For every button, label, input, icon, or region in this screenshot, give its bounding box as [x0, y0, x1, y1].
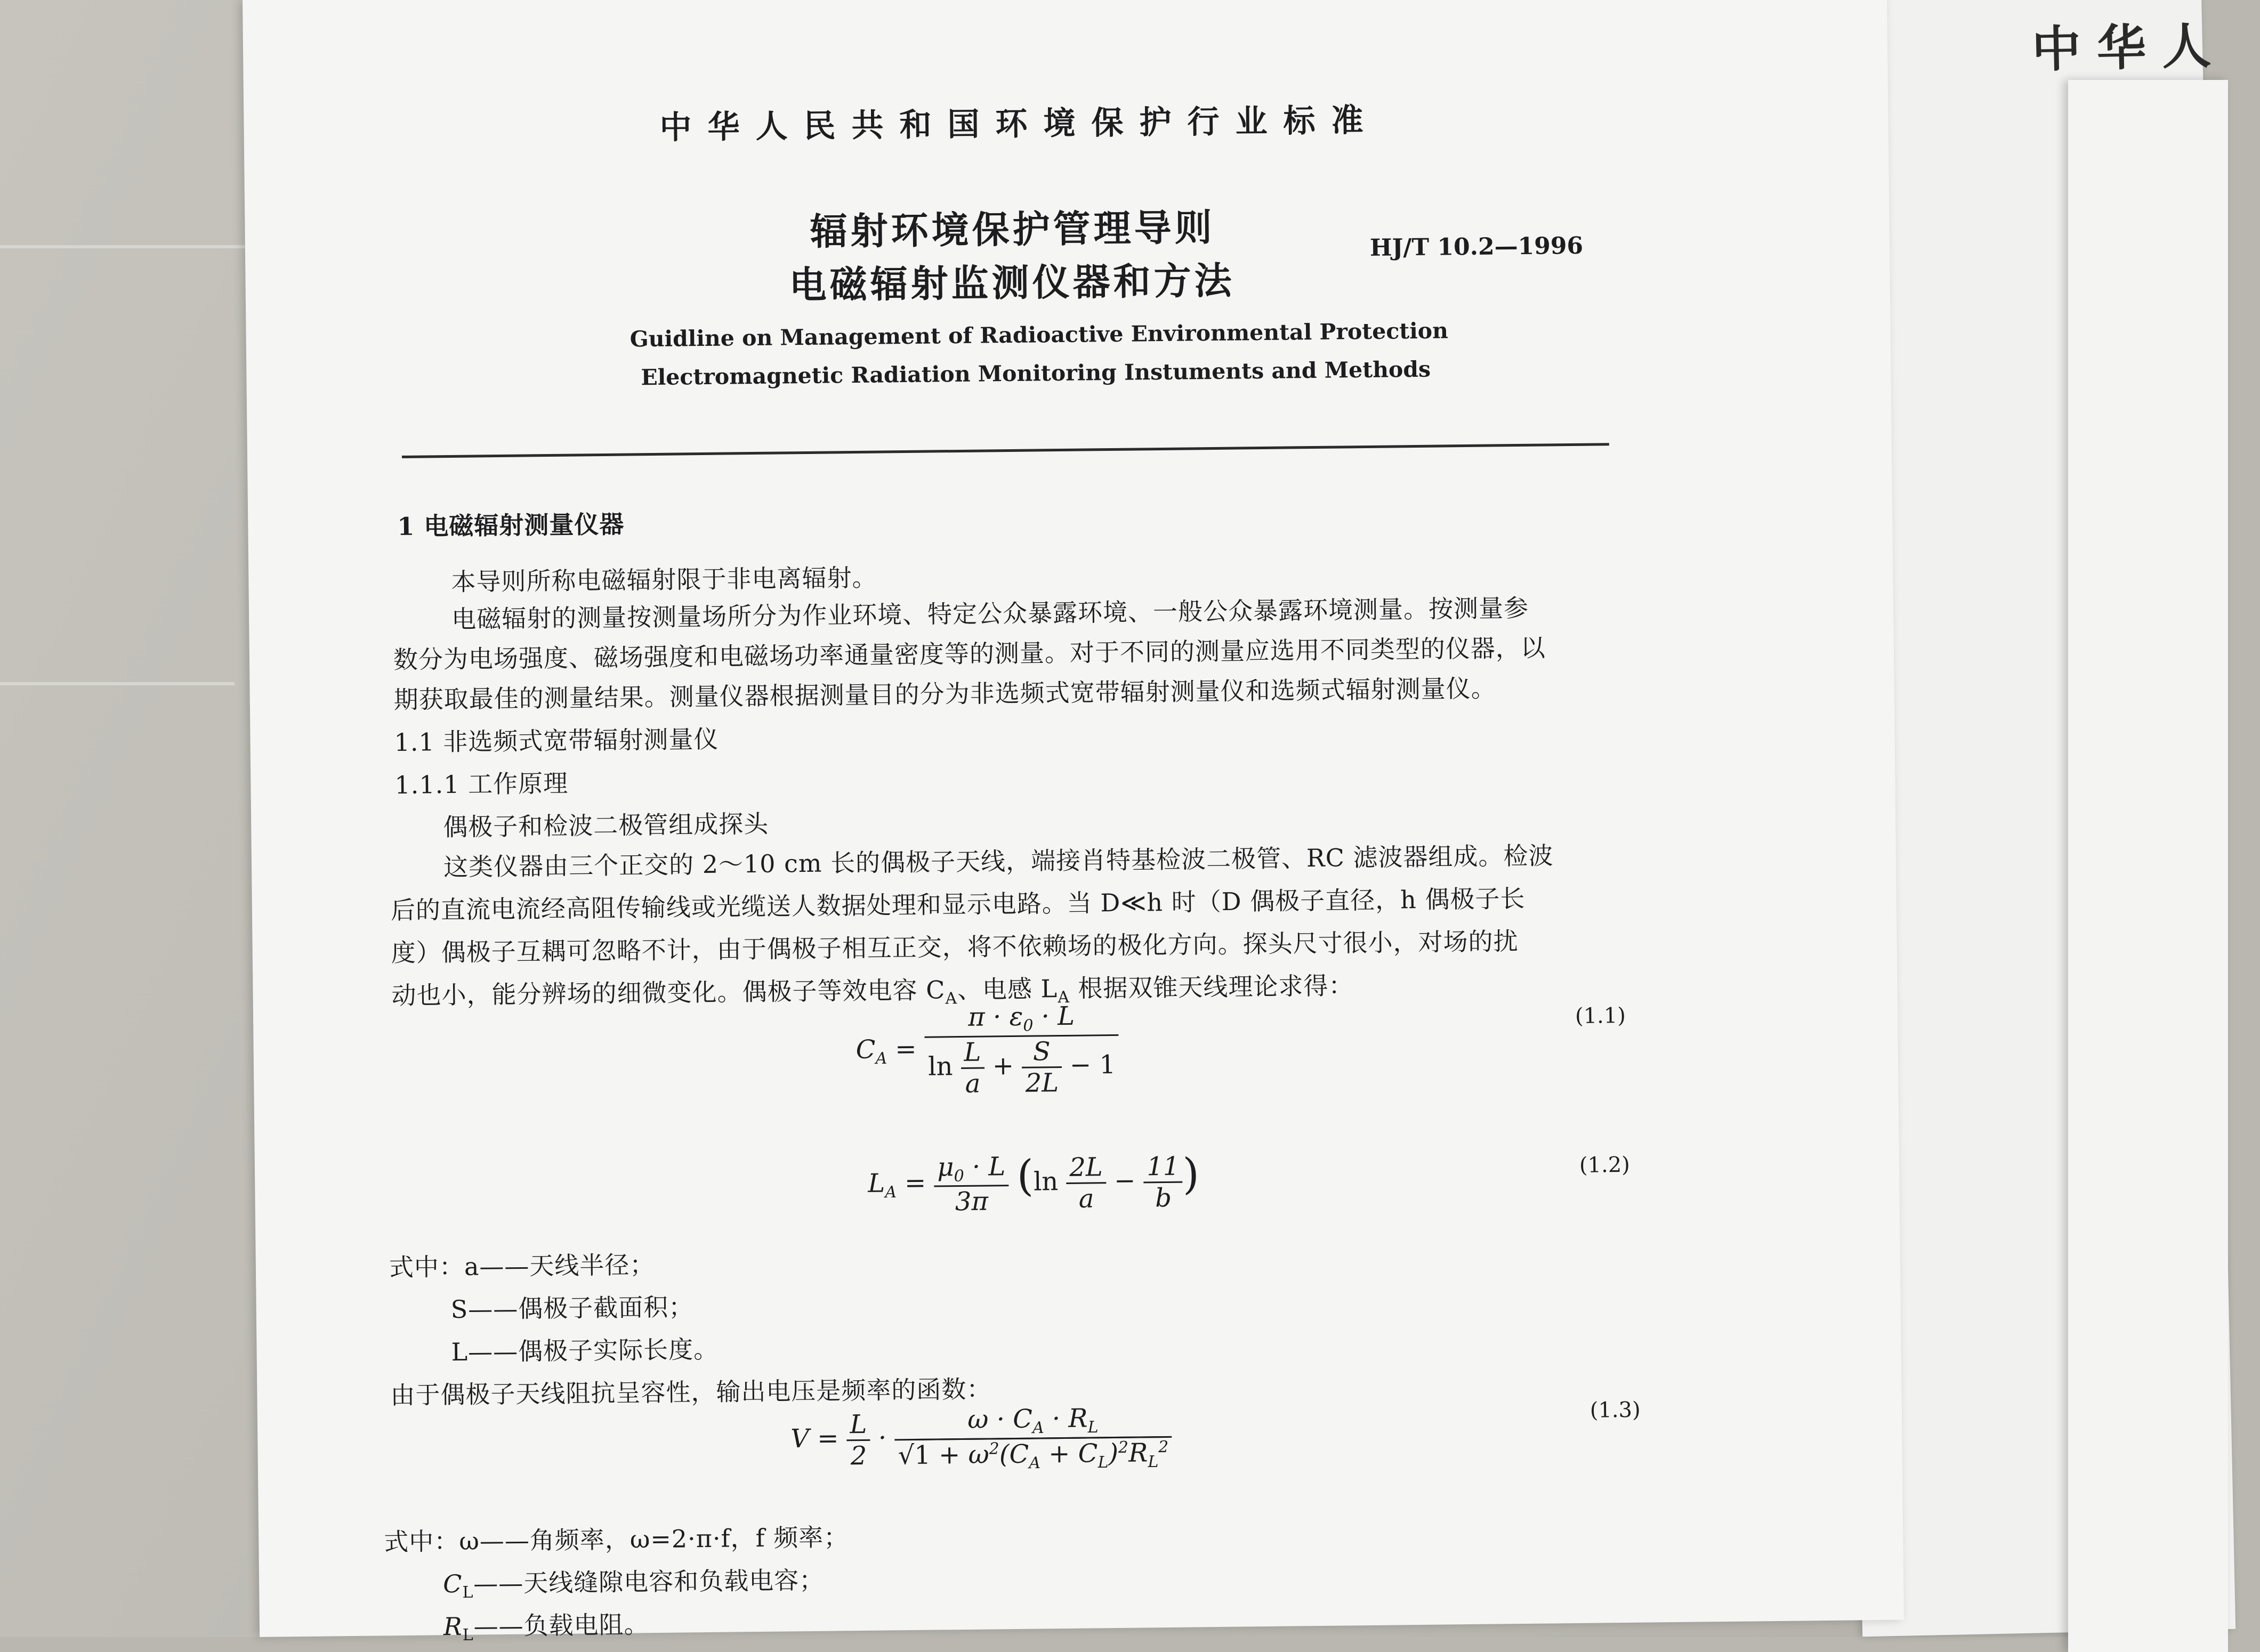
document-title-line1: 辐射环境保护管理导则	[810, 205, 1215, 254]
output-voltage-note: 由于偶极子天线阻抗呈容性，输出电压是频率的函数：	[390, 1374, 992, 1410]
section-1-1-1-heading: 1.1.1 工作原理	[394, 768, 569, 800]
line-4-part-1: 动也小，能分辨场的细微变化。偶极子等效电容 C	[391, 975, 946, 1010]
subscript-a: A	[1058, 988, 1070, 1007]
section-1-1-1-subtitle: 偶极子和检波二极管组成探头	[442, 809, 769, 842]
section-1-heading: 1 电磁辐射测量仪器	[397, 509, 625, 541]
header-rule	[402, 443, 1609, 458]
equation-1-3-fraction-1: $\frac{L}{2}$	[846, 1409, 870, 1470]
floor-tile-seam	[0, 682, 235, 685]
equation-1-1-fraction: $\pi \cdot \varepsilon_0 \cdot L$ ln $\frac{L}{a}$ + $\frac{S}{2L}$ − 1	[924, 1001, 1119, 1099]
right-page-header: 中华人	[2031, 17, 2228, 79]
equation-1-2: $L_A$ = $\frac{\mu_0 \cdot L}{3\pi}$ (ln $\frac{2L}{a}$ − $\frac{11}{b}$ )	[868, 1149, 1200, 1217]
equation-1-1: $C_A$ = $\pi \cdot \varepsilon_0 \cdot L$ ln $\frac{L}{a}$ + $\frac{S}{2L}$ − 1	[855, 1001, 1119, 1100]
section-1-1-1-line-3: 度）偶极子互耦可忽略不计，由于偶极子相互正交，将不依赖场的极化方向。探头尺寸很小，对场的扰	[391, 927, 1519, 968]
subscript-l: L	[462, 1583, 474, 1602]
definition-CL-text: ——天线缝隙电容和负载电容；	[473, 1565, 825, 1598]
definition-a: 式中：a——天线半径；	[389, 1250, 655, 1282]
right-page-front	[2068, 80, 2228, 1652]
english-title-line1: Guidline on Management of Radioactive Environmental Protection	[629, 318, 1449, 352]
equation-1-1-label: (1.1)	[1575, 1003, 1626, 1029]
page-content	[243, 0, 1904, 1645]
definition-S: S——偶极子截面积；	[450, 1292, 694, 1324]
equation-1-3-label: (1.3)	[1589, 1397, 1641, 1423]
definition-omega: 式中：ω——角频率，ω=2·π·f，f 频率；	[384, 1523, 849, 1557]
subscript-a: A	[945, 989, 958, 1008]
equation-1-3-fraction-2: $\frac{\omega \cdot C_A \cdot R_L}{√1 + \omega^2(C_A + C_L)^2R_L^2}$	[894, 1403, 1172, 1474]
section-1-1-1-line-1: 这类仪器由三个正交的 2～10 cm 长的偶极子天线，端接肖特基检波二极管、RC 滤波器组成。检波	[443, 841, 1554, 882]
equation-1-2-label: (1.2)	[1579, 1152, 1631, 1178]
definition-RL	[443, 1605, 649, 1645]
section-1-1-heading: 1.1 非选频式宽带辐射测量仪	[394, 724, 719, 757]
equation-1-3: V = $\frac{L}{2}$ · $\frac{\omega \cdot C_A \cdot R_L}{√1 + \omega^2(C_A + C_L)^2R_L^2}$	[790, 1403, 1172, 1475]
floor-tile-seam	[0, 245, 245, 248]
definition-CL-symbol: C	[442, 1569, 463, 1599]
definition-L: L——偶极子实际长度。	[451, 1334, 719, 1367]
section-1-paragraph-1: 本导则所称电磁辐射限于非电离辐射。	[451, 563, 877, 596]
standard-code: HJ/T 10.2—1996	[1369, 232, 1584, 262]
equation-1-2-fraction: $\frac{\mu_0 \cdot L}{3\pi}$	[934, 1152, 1009, 1217]
definition-RL-text: ——负载电阻。	[473, 1610, 649, 1641]
subscript-l: L	[462, 1625, 474, 1645]
section-1-paragraph-2-line-1: 电磁辐射的测量按测量场所分为作业环境、特定公众暴露环境、一般公众暴露环境测量。按测量参	[451, 593, 1529, 634]
english-title-line2: Electromagnetic Radiation Monitoring Instuments and Methods	[641, 356, 1431, 391]
section-1-1-1-line-2: 后的直流电流经高阻传输线或光缆送人数据处理和显示电路。当 D≪h 时（D 偶极子直径，h 偶极子长	[390, 884, 1526, 925]
document-title-line2: 电磁辐射监测仪器和方法	[789, 258, 1236, 307]
issuing-organization: 中华人民共和国环境保护行业标准	[659, 101, 1379, 147]
definition-CL	[443, 1561, 825, 1602]
section-1-paragraph-2-line-2: 数分为电场强度、磁场强度和电磁场功率通量密度等的测量。对于不同的测量应选用不同类型的仪器，以	[393, 633, 1546, 675]
line-4-part-2: 、电感 L	[957, 974, 1058, 1005]
section-1-paragraph-2-line-3: 期获取最佳的测量结果。测量仪器根据测量目的分为非选频式宽带辐射测量仪和选频式辐射测量仪。	[393, 674, 1496, 715]
line-4-part-3: 根据双锥天线理论求得：	[1069, 971, 1354, 1003]
document-page	[243, 0, 1904, 1645]
definition-RL-symbol: R	[443, 1611, 463, 1641]
